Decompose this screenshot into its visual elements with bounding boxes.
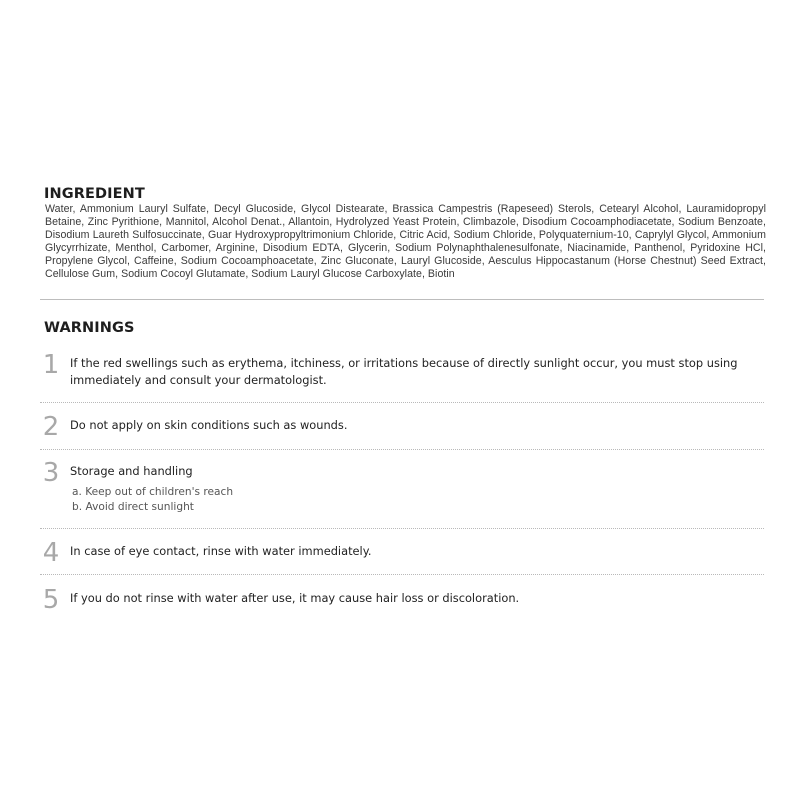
warning-text: If you do not rinse with water after use, it may cause hair loss or discoloration. <box>70 591 520 605</box>
dotted-divider <box>40 402 764 403</box>
warning-number: 4 <box>42 538 60 568</box>
storage-sublist <box>70 485 233 515</box>
dotted-divider <box>40 528 764 529</box>
warning-text: In case of eye contact, rinse with water immediately. <box>70 544 372 558</box>
warning-number: 2 <box>42 412 60 442</box>
ingredient-list: Water, Ammonium Lauryl Sulfate, Decyl Glucoside, Glycol Distearate, Brassica Campestris (Rapeseed) Sterols, Cetearyl Alcohol, Lauramidopropyl Betaine, Zinc Pyrithione, Mannitol, Alcohol Denat., Allantoin, Hydrolyzed Yeast Protein, Climbazole, Disodium Cocoamphodiacetate, Sodium Benzoate, Disodium Laureth Sulfosuccinate, Guar Hydroxypropyltrimonium Chloride, Citric Acid, Sodium Chloride, Polyquaternium-10, Caprylyl Glycol, Ammonium Glycyrrhizate, Menthol, Carbomer, Arginine, Disodium EDTA, Glycerin, Sodium Polynaphthalenesulfonate, Niacinamide, Panthenol, Pyridoxine HCl, Propylene Glycol, Caffeine, Sodium Cocoamphoacetate, Zinc Gluconate, Lauryl Glucoside, Aesculus Hippocastanum (Horse Chestnut) Seed Extract, Cellulose Gum, Sodium Cocoyl Glutamate, Sodium Lauryl Glucose Carboxylate, Biotin <box>45 203 766 280</box>
warnings-title: WARNINGS <box>44 320 135 336</box>
warning-number: 3 <box>42 458 60 488</box>
warning-number: 5 <box>42 585 60 615</box>
sub-item: a. Keep out of children's reach <box>72 486 234 498</box>
dotted-divider <box>40 449 764 450</box>
ingredient-title: INGREDIENT <box>44 186 145 202</box>
sub-item: b. Avoid direct sunlight <box>72 501 194 513</box>
warning-text: Do not apply on skin conditions such as wounds. <box>70 418 348 432</box>
warning-number: 1 <box>42 350 60 380</box>
dotted-divider <box>40 574 764 575</box>
section-divider <box>40 299 764 300</box>
ingredient-section <box>44 185 766 280</box>
warning-text: Storage and handling <box>70 464 193 478</box>
warning-text: If the red swellings such as erythema, itchiness, or irritations because of directly sunlight occur, you must stop using immediately and consult your dermatologist. <box>70 356 738 387</box>
